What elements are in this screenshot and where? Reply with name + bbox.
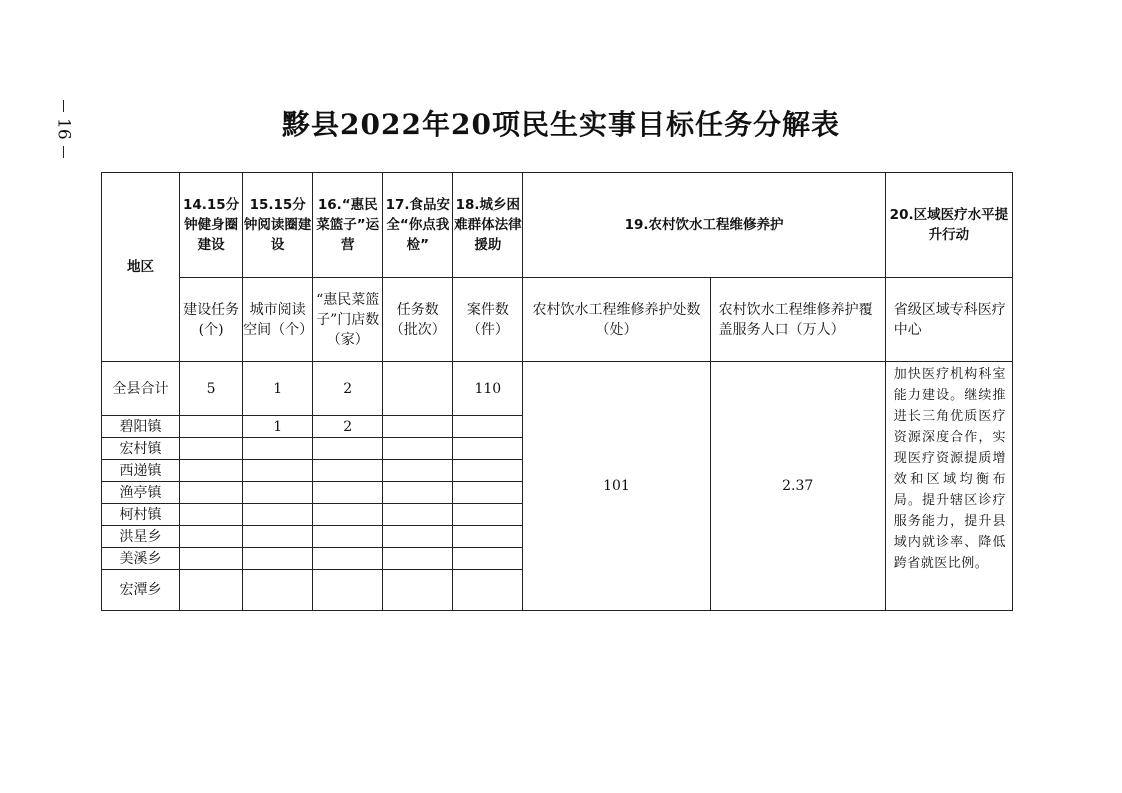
value-cell-15 — [243, 526, 313, 548]
page-number-text: 16 — [53, 118, 74, 140]
task-header-14: 14.15分钟健身圈建设 — [180, 173, 243, 278]
value-cell-18 — [453, 570, 523, 611]
metric-header-19b: 农村饮水工程维修养护覆盖服务人口（万人） — [710, 278, 885, 362]
value-cell-18 — [453, 548, 523, 570]
value-cell-15 — [243, 482, 313, 504]
value-cell-14 — [180, 438, 243, 460]
value-cell-16: 2 — [313, 416, 383, 438]
value-cell-17 — [383, 416, 453, 438]
value-cell-17 — [383, 548, 453, 570]
task-header-17: 17.食品安全“你点我检” — [383, 173, 453, 278]
value-cell-16 — [313, 460, 383, 482]
task-header-15: 15.15分钟阅读圈建设 — [243, 173, 313, 278]
value-cell-14 — [180, 504, 243, 526]
region-cell: 西递镇 — [102, 460, 180, 482]
value-cell-14 — [180, 416, 243, 438]
region-cell: 美溪乡 — [102, 548, 180, 570]
water-repair-count-cell: 101 — [523, 362, 710, 611]
task-header-19: 19.农村饮水工程维修养护 — [523, 173, 885, 278]
region-cell: 柯村镇 — [102, 504, 180, 526]
header-row-metrics — [102, 278, 1013, 362]
task-header-20: 20.区域医疗水平提升行动 — [885, 173, 1012, 278]
region-cell: 洪星乡 — [102, 526, 180, 548]
value-cell-14 — [180, 548, 243, 570]
metric-header-19a: 农村饮水工程维修养护处数（处） — [523, 278, 710, 362]
value-cell-14 — [180, 526, 243, 548]
value-cell-17 — [383, 438, 453, 460]
value-cell-16 — [313, 504, 383, 526]
value-cell-14 — [180, 460, 243, 482]
region-cell: 碧阳镇 — [102, 416, 180, 438]
value-cell-14 — [180, 570, 243, 611]
value-cell-18 — [453, 504, 523, 526]
value-cell-14: 5 — [180, 362, 243, 416]
region-header: 地区 — [102, 173, 180, 362]
value-cell-18 — [453, 438, 523, 460]
metric-header-16: “惠民菜篮子”门店数（家） — [313, 278, 383, 362]
value-cell-15 — [243, 570, 313, 611]
value-cell-17 — [383, 482, 453, 504]
value-cell-18 — [453, 526, 523, 548]
region-cell: 宏村镇 — [102, 438, 180, 460]
value-cell-15 — [243, 548, 313, 570]
task-header-18: 18.城乡困难群体法律援助 — [453, 173, 523, 278]
metric-header-20: 省级区域专科医疗中心 — [885, 278, 1012, 362]
value-cell-15: 1 — [243, 416, 313, 438]
region-cell: 渔亭镇 — [102, 482, 180, 504]
value-cell-18: 110 — [453, 362, 523, 416]
value-cell-15 — [243, 460, 313, 482]
value-cell-17 — [383, 526, 453, 548]
value-cell-17 — [383, 504, 453, 526]
value-cell-17 — [383, 570, 453, 611]
metric-header-18: 案件数（件） — [453, 278, 523, 362]
value-cell-16: 2 — [313, 362, 383, 416]
document-title: 黟县2022年20项民生实事目标任务分解表 — [282, 108, 840, 141]
value-cell-16 — [313, 438, 383, 460]
value-cell-15 — [243, 504, 313, 526]
value-cell-14 — [180, 482, 243, 504]
table-row — [102, 362, 1013, 416]
value-cell-15 — [243, 438, 313, 460]
region-cell: 全县合计 — [102, 362, 180, 416]
value-cell-16 — [313, 548, 383, 570]
value-cell-18 — [453, 416, 523, 438]
medical-description-cell: 加快医疗机构科室能力建设。继续推进长三角优质医疗资源深度合作，实现医疗资源提质增效和区域均衡布局。提升辖区诊疗服务能力，提升县域内就诊率、降低跨省就医比例。 — [885, 362, 1012, 611]
value-cell-18 — [453, 482, 523, 504]
header-row-tasks — [102, 173, 1013, 278]
value-cell-18 — [453, 460, 523, 482]
metric-header-17: 任务数（批次） — [383, 278, 453, 362]
value-cell-17 — [383, 460, 453, 482]
value-cell-17 — [383, 362, 453, 416]
metric-header-14: 建设任务(个) — [180, 278, 243, 362]
water-population-cell: 2.37 — [710, 362, 885, 611]
region-cell: 宏潭乡 — [102, 570, 180, 611]
value-cell-15: 1 — [243, 362, 313, 416]
value-cell-16 — [313, 526, 383, 548]
value-cell-16 — [313, 570, 383, 611]
value-cell-16 — [313, 482, 383, 504]
metric-header-15: 城市阅读空间（个） — [243, 278, 313, 362]
task-header-16: 16.“惠民菜篮子”运营 — [313, 173, 383, 278]
task-breakdown-table — [101, 172, 1013, 611]
